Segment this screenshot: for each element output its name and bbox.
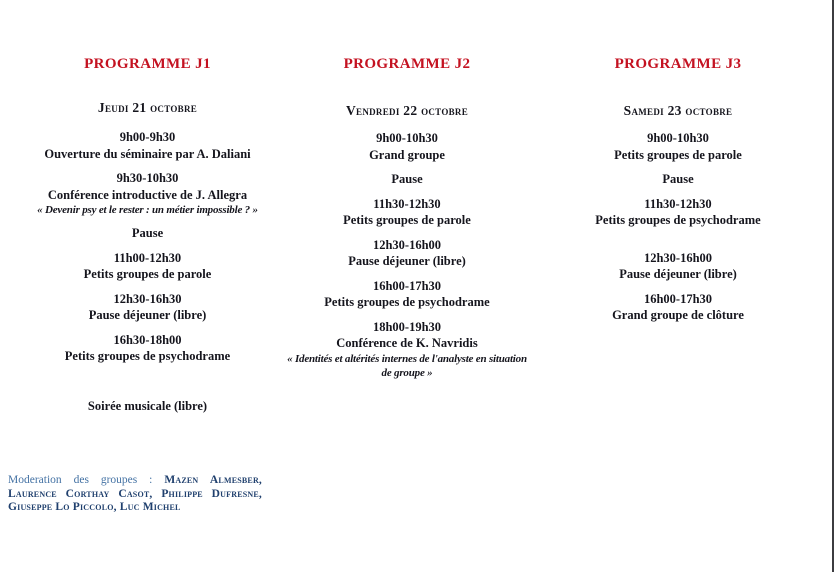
session-time: 11h30-12h30 [373,196,441,211]
session-time: 9h00-10h30 [376,131,438,145]
program-column [287,55,527,380]
session-block [15,332,280,365]
session-time: 11h00-12h30 [113,250,182,265]
session-quote: « Devenir psy et le rester : un métier impossible ? » [37,204,258,216]
session-label: Pause [131,226,164,240]
session-label: Pause [391,172,423,186]
program-column [553,55,803,324]
program-column [15,55,280,414]
session-label: Pause [662,172,694,186]
session-time: 18h00-19h30 [372,319,442,334]
program-sessions [287,130,527,380]
session-block [553,196,803,229]
session-time: 9h30-10h30 [116,171,179,185]
session-block [15,398,280,415]
program-date: Jeudi 21 octobre [97,100,198,115]
session-block [15,291,280,324]
program-sessions [15,129,280,414]
session-label: Petits groupes de parole [614,147,742,162]
session-label: Conférence de K. Navridis [336,336,478,350]
session-time: 12h30-16h30 [113,291,182,306]
session-label: Pause déjeuner (libre) [88,308,207,322]
session-block [15,170,280,217]
session-label: Petits groupes de psychodrame [64,349,231,363]
session-label: Conférence introductive de J. Allegra [47,187,248,202]
session-time: 11h30-12h30 [644,196,712,211]
session-block [553,291,803,324]
session-block [15,129,280,162]
session-block [15,225,280,242]
session-block [287,196,527,229]
program-title: PROGRAMME J1 [84,56,211,72]
session-block [287,278,527,311]
moderation-label: Moderation des groupes : [8,474,153,486]
session-quote: « Identités et altérités internes de l'analyste en situation de groupe » [287,352,527,379]
session-label: Ouverture du séminaire par A. Daliani [44,146,251,161]
program-date: Samedi 23 octobre [623,103,733,118]
session-block [553,250,803,283]
session-block [287,237,527,270]
session-label: Pause déjeuner (libre) [348,254,466,268]
session-time: 9h00-10h30 [647,131,709,145]
session-time: 16h30-18h00 [113,332,182,347]
session-label: Petits groupes de psychodrame [595,213,761,227]
session-label: Petits groupes de psychodrame [324,295,490,309]
session-label: Grand groupe [369,147,445,162]
program-sessions [553,130,803,324]
session-label: Grand groupe de clôture [612,308,744,322]
window-edge-line [832,0,834,572]
session-block [15,250,280,283]
session-time: 16h00-17h30 [643,291,713,306]
session-block [287,171,527,188]
session-block [553,171,803,188]
session-label: Soirée musicale (libre) [87,398,208,413]
session-block [287,130,527,163]
session-time: 16h00-17h30 [372,278,442,293]
moderation-footer [8,474,262,515]
session-time: 12h30-16h00 [643,250,713,265]
session-block [287,319,527,380]
session-time: 9h00-9h30 [119,130,176,144]
session-label: Pause déjeuner (libre) [619,267,737,281]
session-label: Petits groupes de parole [343,213,471,227]
session-time: 12h30-16h00 [372,237,442,252]
session-label: Petits groupes de parole [83,267,212,281]
program-title: PROGRAMME J2 [343,56,471,72]
moderation-names: Mazen Almesber, Laurence Corthay Casot, Philippe Dufresne, Giuseppe Lo Piccolo, Luc Michel [8,474,263,513]
program-title: PROGRAMME J3 [614,56,742,72]
program-date: Vendredi 22 octobre [345,103,469,118]
session-block [553,130,803,163]
